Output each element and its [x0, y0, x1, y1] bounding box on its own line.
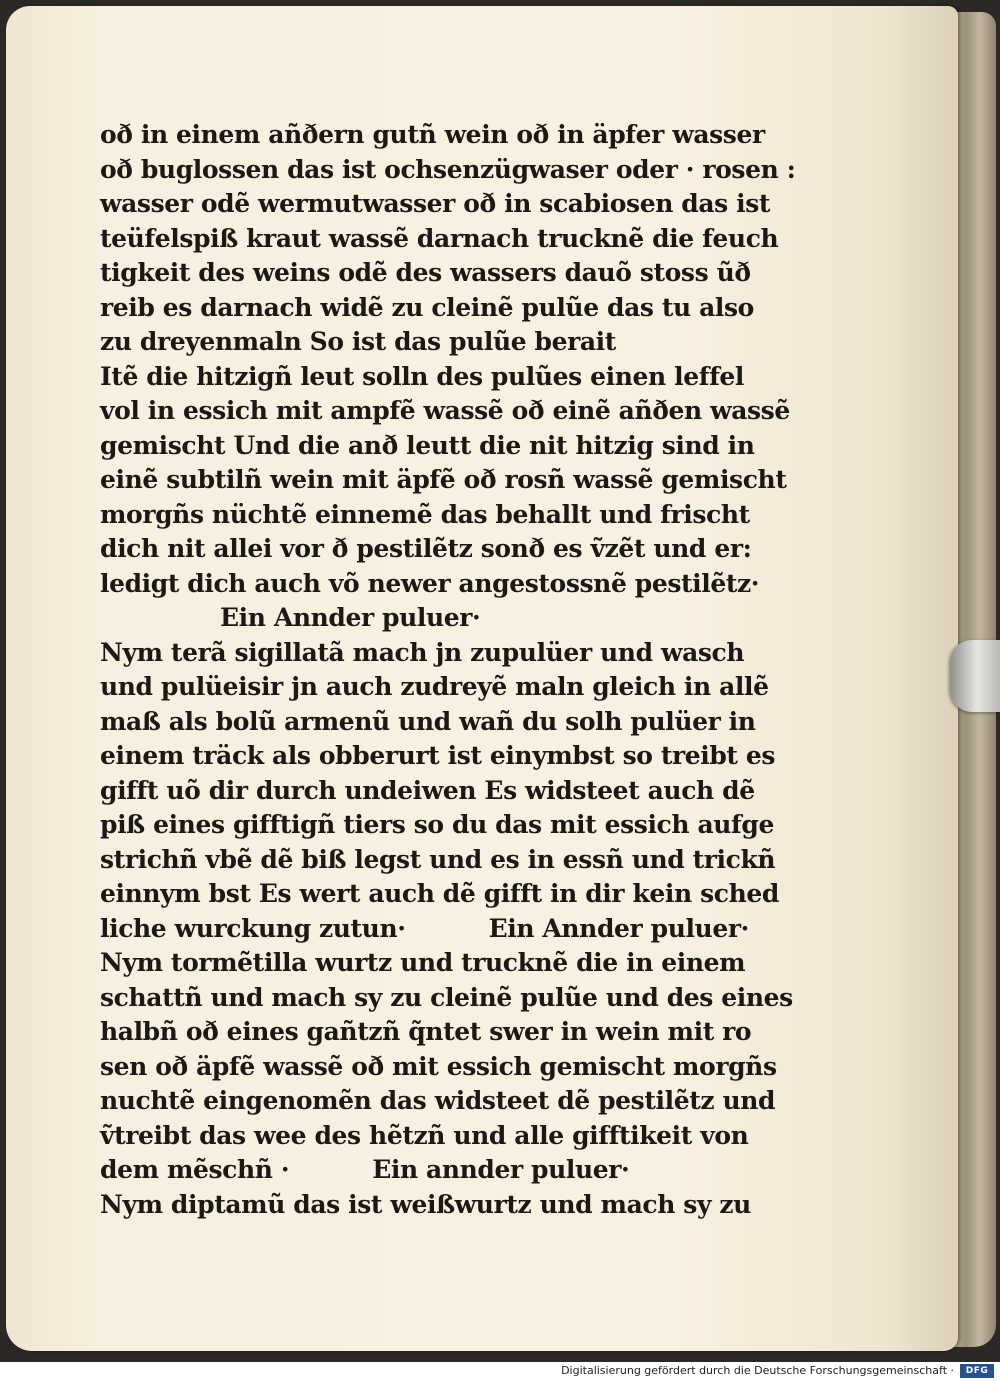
page-clip [950, 640, 1000, 712]
text-line: vol in essich mit ampfẽ wassẽ oð einẽ añðen wassẽ [100, 396, 790, 425]
text-line: teüfelspiß kraut wassẽ darnach trucknẽ die feuch [100, 223, 779, 253]
text-line: maß als bolũ armenũ und wañ du solh pulüer in [100, 706, 756, 736]
text-line: gemischt Und die anð leutt die nit hitzig sind in [100, 430, 755, 460]
text-line: schattñ und mach sy zu cleinẽ pulũe und des eines [100, 982, 793, 1012]
text-line: einnym bst Es wert auch dẽ gifft in dir kein sched [100, 879, 779, 908]
text-line: piß eines gifftigñ tiers so du das mit essich aufge [100, 810, 774, 839]
section-heading: Ein Annder puluer· [220, 603, 481, 632]
text-line: einẽ subtilñ wein mit äpfẽ oð rosñ wassẽ gemischt [100, 465, 787, 494]
funding-credit: Digitalisierung gefördert durch die Deutsche Forschungsgemeinschaft · [561, 1364, 954, 1377]
dfg-logo: DFG [960, 1364, 994, 1378]
text-line: Nym tormẽtilla wurtz und trucknẽ die in einem [100, 948, 746, 977]
text-line-with-heading: dem mẽschñ · Ein annder puluer· [100, 1155, 630, 1184]
text-line: morgñs nüchtẽ einnemẽ das behallt und frischt [100, 499, 750, 529]
text-line: oð in einem añðern gutñ wein oð in äpfer wasser [100, 120, 765, 149]
text-line: einem träck als obberurt ist einymbst so treibt es [100, 741, 776, 770]
page-text [100, 118, 796, 1222]
text-line: gifft uõ dir durch undeiwen Es widsteet auch dẽ [100, 775, 755, 805]
text-line: reib es darnach widẽ zu cleinẽ pulũe das tu also [100, 292, 754, 322]
text-line: Nym diptamũ das ist weißwurtz und mach sy zu [100, 1189, 751, 1219]
text-line: dich nit allei vor ð pestilẽtz sonð es ṽzẽt und er: [100, 534, 752, 563]
text-line: tigkeit des weins odẽ des wassers dauõ stoss ũð [100, 258, 751, 287]
text-line: strichñ vbẽ dẽ biß legst und es in essñ und trickñ [100, 844, 776, 874]
text-line: ṽtreibt das wee des hẽtzñ und alle gifftikeit von [100, 1120, 749, 1150]
text-line: halbñ oð eines gañtzñ q̃ntet swer in wein mit ro [100, 1017, 752, 1046]
text-line: oð buglossen das ist ochsenzügwaser oder · rosen : [100, 154, 796, 184]
text-line: Itẽ die hitzigñ leut solln des pulũes einen leffel [100, 361, 745, 391]
footer-bar [0, 1362, 1000, 1381]
text-line: sen oð äpfẽ wassẽ oð mit essich gemischt morgñs [100, 1051, 777, 1081]
text-line: ledigt dich auch võ newer angestossnẽ pestilẽtz· [100, 568, 760, 598]
text-line: und pulüeisir jn auch zudreyẽ maln gleich in allẽ [100, 672, 769, 701]
text-line-with-heading: liche wurckung zutun· Ein Annder puluer· [100, 913, 749, 943]
text-line: zu dreyenmaln So ist das pulũe berait [100, 327, 616, 356]
text-line: wasser odẽ wermutwasser oð in scabiosen das ist [100, 189, 771, 218]
text-line: nuchtẽ eingenomẽn das widsteet dẽ pestilẽtz und [100, 1086, 776, 1115]
text-line: Nym terã sigillatã mach jn zupulüer und wasch [100, 637, 745, 667]
